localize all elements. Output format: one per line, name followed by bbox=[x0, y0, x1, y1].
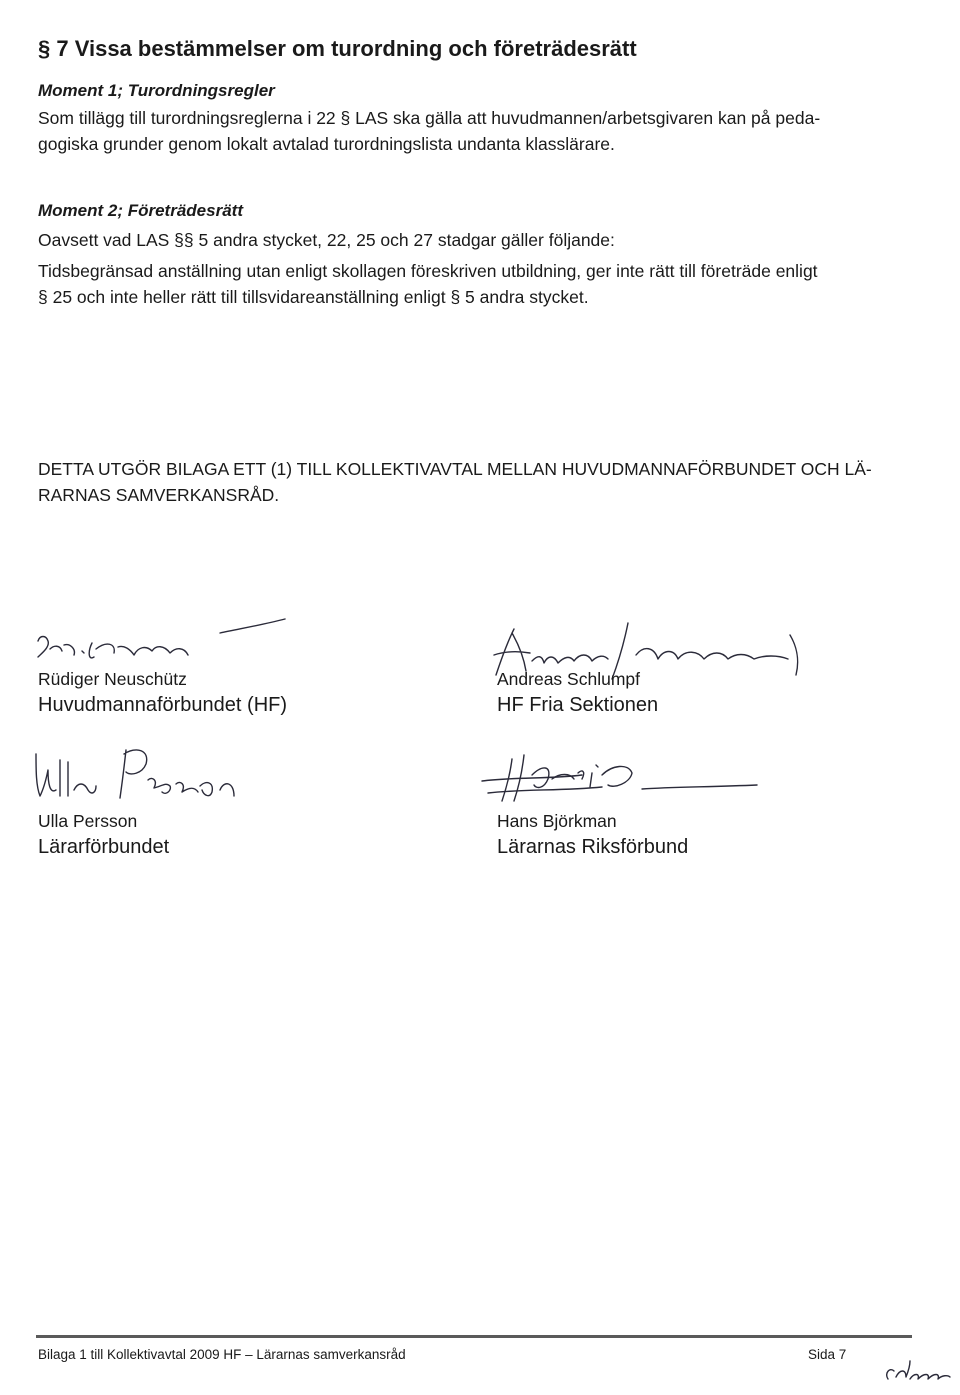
moment2-line-1: Tidsbegränsad anställning utan enligt skollagen föreskriven utbildning, ger inte rätt till företräde enligt bbox=[38, 261, 818, 281]
signatory-organization: Lärarförbundet bbox=[38, 836, 170, 858]
footer-page-number: Sida 7 bbox=[808, 1347, 847, 1362]
footer-document-reference: Bilaga 1 till Kollektivavtal 2009 HF – Lärarnas samverkansråd bbox=[38, 1347, 406, 1362]
moment1-line-1: Som tillägg till turordningsreglerna i 22 § LAS ska gälla att huvudmannen/arbetsgivaren kan på peda- bbox=[38, 108, 821, 128]
signatory-block-bjorkman bbox=[497, 811, 688, 859]
signatory-name: Hans Björkman bbox=[497, 811, 617, 831]
appendix-notice-line-1: DETTA UTGÖR BILAGA ETT (1) TILL KOLLEKTIVAVTAL MELLAN HUVUDMANNAFÖRBUNDET OCH LÄ- bbox=[38, 459, 872, 479]
appendix-notice-line-2: RARNAS SAMVERKANSRÅD. bbox=[38, 485, 280, 505]
signatory-name: Ulla Persson bbox=[38, 811, 138, 831]
footer-divider bbox=[36, 1335, 912, 1338]
moment2-heading: Moment 2; Företrädesrätt bbox=[38, 201, 243, 220]
signatory-block-schlumpf bbox=[497, 669, 658, 717]
signatory-organization: Huvudmannaförbundet (HF) bbox=[38, 694, 288, 716]
signatory-organization: Lärarnas Riksförbund bbox=[497, 836, 689, 858]
moment1-paragraph bbox=[38, 105, 923, 157]
signature-persson bbox=[30, 740, 270, 810]
signatory-name: Rüdiger Neuschütz bbox=[38, 669, 187, 689]
signatory-organization: HF Fria Sektionen bbox=[497, 694, 659, 716]
section-heading: § 7 Vissa bestämmelser om turordning och företrädesrätt bbox=[38, 36, 637, 61]
moment2-line-2: § 25 och inte heller rätt till tillsvidareanställning enligt § 5 andra stycket. bbox=[38, 287, 589, 307]
initials-mark bbox=[880, 1355, 955, 1390]
moment2-intro: Oavsett vad LAS §§ 5 andra stycket, 22, 25 och 27 stadgar gäller följande: bbox=[38, 230, 615, 250]
moment1-line-2: gogiska grunder genom lokalt avtalad turordningslista undanta klasslärare. bbox=[38, 134, 615, 154]
moment2-paragraph bbox=[38, 258, 923, 310]
moment1-heading: Moment 1; Turordningsregler bbox=[38, 81, 275, 100]
signature-bjorkman bbox=[482, 745, 782, 805]
appendix-notice bbox=[38, 456, 923, 508]
signatory-name: Andreas Schlumpf bbox=[497, 669, 640, 689]
signatory-block-neuschutz bbox=[38, 669, 287, 717]
signatory-block-persson bbox=[38, 811, 169, 859]
